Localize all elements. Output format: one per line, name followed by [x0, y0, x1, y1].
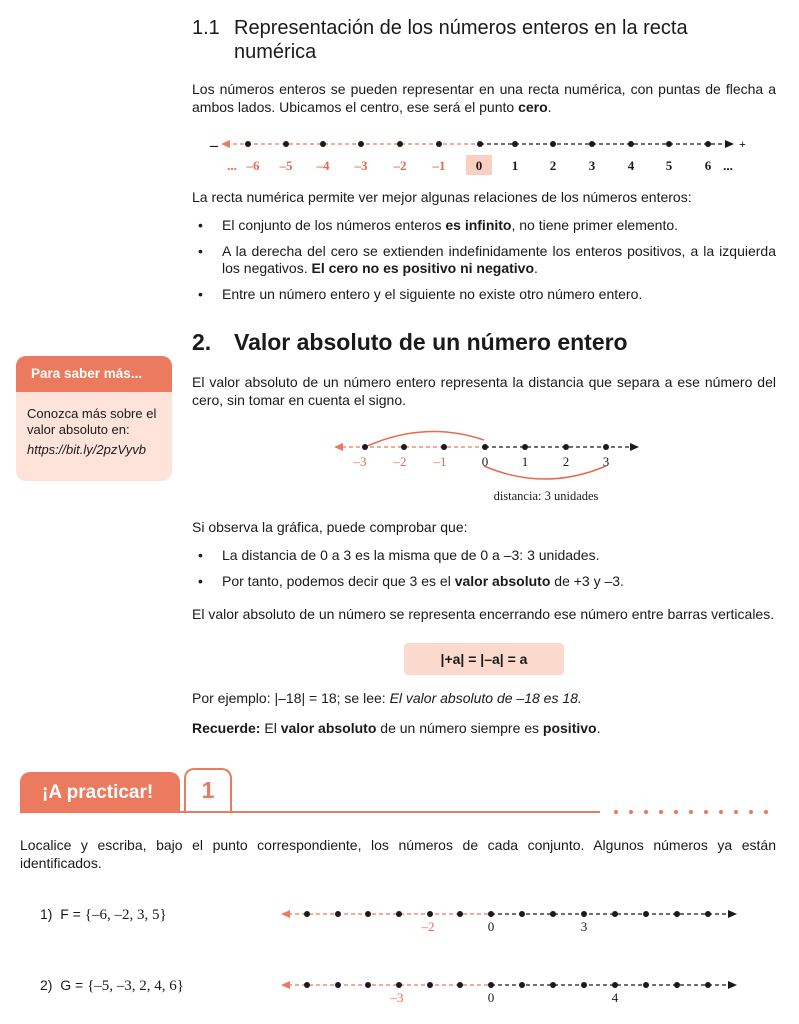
- point: [488, 982, 494, 988]
- distance-arc-positive: [484, 466, 606, 479]
- point: [674, 982, 680, 988]
- point: [427, 982, 433, 988]
- example-paragraph: Por ejemplo: |–18| = 18; se lee: El valor absoluto de –18 es 18.: [192, 690, 582, 706]
- section-title: Representación de los números enteros en la recta numérica: [234, 17, 688, 63]
- section-title: Valor absoluto de un número entero: [234, 329, 628, 355]
- point: [519, 982, 525, 988]
- point: [705, 982, 711, 988]
- point-minus-2: [397, 141, 403, 147]
- label-4: 4: [627, 158, 635, 173]
- practice-dotted-divider: [604, 806, 782, 816]
- divider-dot: [704, 810, 708, 814]
- right-arrowhead: [630, 443, 639, 451]
- label-6: 6: [704, 158, 712, 173]
- point: [335, 982, 341, 988]
- left-arrowhead: [334, 443, 343, 451]
- point: [488, 911, 494, 917]
- point-3: [603, 444, 609, 450]
- point-3: [589, 141, 595, 147]
- label-5: 5: [665, 158, 673, 173]
- point-1: [522, 444, 528, 450]
- number-line-labels: [227, 158, 733, 173]
- point-minus-1: [441, 444, 447, 450]
- point: [550, 982, 556, 988]
- practice-instructions: Localice y escriba, bajo el punto correspondiente, los números de cada conjunto. Algunos números ya están identificados.: [20, 837, 776, 871]
- observe-intro: Si observa la gráfica, puede comprobar que:: [192, 519, 468, 535]
- point: [304, 982, 310, 988]
- point: [643, 982, 649, 988]
- label-3: 3: [588, 158, 596, 173]
- point-minus-2: [401, 444, 407, 450]
- label-2: 2: [562, 454, 570, 469]
- point: [519, 911, 525, 917]
- right-arrowhead: [728, 981, 737, 989]
- point-2: [550, 141, 556, 147]
- marked-positive-label: 3: [580, 919, 588, 934]
- practice-divider: [20, 811, 600, 813]
- minus-sign: –: [210, 137, 218, 154]
- marked-zero-label: 0: [487, 990, 495, 1005]
- point-5: [666, 141, 672, 147]
- set-values: {–5, –3, 2, 4, 6}: [87, 978, 184, 994]
- point: [335, 911, 341, 917]
- list-item: • El conjunto de los números enteros es infinito, no tiene primer elemento.: [198, 217, 679, 233]
- divider-dot: [764, 810, 768, 814]
- set-name: G =: [60, 977, 88, 993]
- point: [705, 911, 711, 917]
- point: [581, 911, 587, 917]
- list-item: • A la derecha del cero se extienden indefinidamente los enteros positivos, a la izquierda los negativos. El cero no es positivo ni negativo.: [198, 243, 776, 276]
- point-minus-1: [436, 141, 442, 147]
- left-arrowhead: [281, 981, 290, 989]
- right-arrowhead: [725, 140, 734, 148]
- point-6: [705, 141, 711, 147]
- list-item: • Entre un número entero y el siguiente no existe otro número entero.: [198, 286, 643, 302]
- distance-arc-negative: [365, 431, 484, 447]
- set-values: {–6, –2, 3, 5}: [84, 907, 167, 923]
- point: [643, 911, 649, 917]
- exercise-number: 2): [40, 977, 53, 993]
- bullet: •: [198, 547, 203, 563]
- divider-dot: [674, 810, 678, 814]
- exercise-2-label: [40, 977, 184, 995]
- observe-list: [192, 547, 776, 599]
- section-1-1-heading: [192, 16, 752, 64]
- point: [365, 911, 371, 917]
- point: [457, 982, 463, 988]
- point: [674, 911, 680, 917]
- exercise-1-number-line: [278, 902, 748, 936]
- practice-tab: ¡A practicar!: [20, 772, 180, 812]
- label-3: 3: [602, 454, 610, 469]
- label-minus-3: –3: [353, 454, 367, 469]
- label-2: 2: [549, 158, 557, 173]
- list-item: • La distancia de 0 a 3 es la misma que de 0 a –3: 3 unidades.: [198, 547, 600, 563]
- sidebar-body: [16, 392, 172, 458]
- label-minus-1: –1: [433, 454, 447, 469]
- point: [612, 982, 618, 988]
- point-minus-4: [320, 141, 326, 147]
- right-arrowhead: [728, 910, 737, 918]
- point-4: [628, 141, 634, 147]
- label-minus-3: –3: [354, 158, 368, 173]
- intro-paragraph: Los números enteros se pueden representar en una recta numérica, con puntas de flecha a ambos lados. Ubicamos el centro, ese será el punto cero.: [192, 81, 776, 115]
- abs-value-intro: El valor absoluto de un número entero representa la distancia que separa a ese número del cero, sin tomar en cuenta el signo.: [192, 374, 776, 408]
- divider-dot: [644, 810, 648, 814]
- point-minus-6: [245, 141, 251, 147]
- section-number: 1.1: [192, 17, 220, 39]
- label-minus-2: –2: [393, 158, 407, 173]
- point-1: [512, 141, 518, 147]
- divider-dot: [629, 810, 633, 814]
- sidebar-text: Conozca más sobre el valor absoluto en:: [27, 406, 157, 437]
- left-ellipsis: ...: [227, 158, 237, 173]
- sidebar-box: [16, 356, 172, 481]
- marked-positive-label: 4: [611, 990, 619, 1005]
- relations-intro: La recta numérica permite ver mejor algunas relaciones de los números enteros:: [192, 189, 692, 205]
- left-arrowhead: [281, 910, 290, 918]
- bullet: •: [198, 217, 203, 233]
- divider-dot: [614, 810, 618, 814]
- point-2: [563, 444, 569, 450]
- practice-number: 1: [184, 768, 232, 812]
- point: [550, 911, 556, 917]
- label-zero: 0: [481, 454, 489, 469]
- point: [612, 911, 618, 917]
- point: [396, 911, 402, 917]
- distance-label: distancia: 3 unidades: [493, 489, 599, 503]
- section-number: 2.: [192, 329, 212, 355]
- bullet: •: [198, 573, 203, 589]
- point-zero: [482, 444, 488, 450]
- point-zero: [477, 141, 483, 147]
- label-minus-4: –4: [316, 158, 330, 173]
- diagram-labels: [353, 454, 610, 469]
- point: [581, 982, 587, 988]
- representation-paragraph: El valor absoluto de un número se representa encerrando ese número entre barras verticales.: [192, 606, 775, 622]
- divider-dot: [734, 810, 738, 814]
- point: [396, 982, 402, 988]
- set-name: F =: [60, 906, 85, 922]
- point: [304, 911, 310, 917]
- point: [457, 911, 463, 917]
- plus-sign: +: [739, 137, 746, 151]
- label-minus-6: –6: [246, 158, 260, 173]
- exercise-number: 1): [40, 906, 53, 922]
- integer-number-line: [192, 130, 782, 178]
- marked-zero-label: 0: [487, 919, 495, 934]
- list-item: • Por tanto, podemos decir que 3 es el valor absoluto de +3 y –3.: [198, 573, 624, 589]
- section-2-heading: [192, 328, 628, 356]
- exercise-1-label: [40, 906, 167, 924]
- point: [365, 982, 371, 988]
- bullet: •: [198, 243, 203, 259]
- label-1: 1: [521, 454, 529, 469]
- label-minus-5: –5: [279, 158, 293, 173]
- divider-dot: [659, 810, 663, 814]
- marked-negative-label: –3: [390, 990, 404, 1005]
- label-zero: 0: [475, 158, 483, 173]
- divider-dot: [719, 810, 723, 814]
- bullet: •: [198, 286, 203, 302]
- label-minus-2: –2: [393, 454, 407, 469]
- point: [427, 911, 433, 917]
- exercise-2-number-line: [278, 973, 748, 1007]
- divider-dot: [689, 810, 693, 814]
- label-minus-1: –1: [432, 158, 446, 173]
- absolute-value-diagram: [320, 420, 650, 508]
- point-minus-5: [283, 141, 289, 147]
- divider-dot: [749, 810, 753, 814]
- label-1: 1: [511, 158, 519, 173]
- abs-value-formula: |+a| = |–a| = a: [404, 643, 564, 675]
- point-minus-3: [362, 444, 368, 450]
- relations-list: [192, 217, 776, 312]
- left-arrowhead: [221, 140, 230, 148]
- right-ellipsis: ...: [723, 158, 733, 173]
- sidebar-link[interactable]: https://bit.ly/2pzVyvb: [27, 442, 146, 457]
- point-minus-3: [358, 141, 364, 147]
- marked-negative-label: –2: [421, 919, 435, 934]
- remember-paragraph: Recuerde: El valor absoluto de un número siempre es positivo.: [192, 720, 601, 736]
- sidebar-title: Para saber más...: [16, 356, 172, 392]
